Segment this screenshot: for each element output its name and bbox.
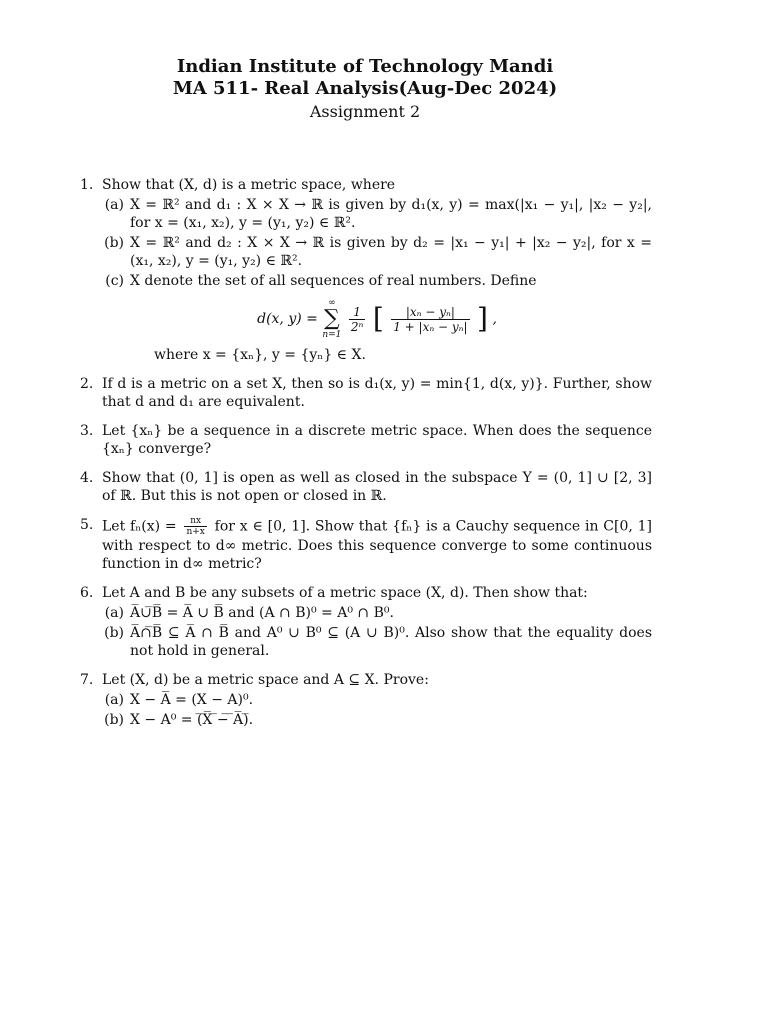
document-header xyxy=(0,56,730,124)
part-a xyxy=(102,691,652,709)
part-b xyxy=(102,624,652,660)
left-bracket: [ xyxy=(372,302,384,335)
where-clause: where x = {xₙ}, y = {yₙ} ∈ X. xyxy=(154,347,366,363)
question-body xyxy=(102,176,652,364)
question-4 xyxy=(80,469,652,505)
question-text: Let (X, d) be a metric space and A ⊆ X. Prove: xyxy=(102,672,429,688)
part-label: (b) xyxy=(104,625,124,641)
question-number: 7. xyxy=(80,672,94,688)
question-text: Show that (0, 1] is open as well as closed in the subspace Y = (0, 1] ∪ [2, 3] of ℝ. But this is not open or closed in ℝ. xyxy=(102,470,652,504)
part-label: (a) xyxy=(104,197,124,213)
part-label: (b) xyxy=(104,712,124,728)
part-label: (a) xyxy=(104,692,124,708)
part-text: X = ℝ² and d₁ : X × X → ℝ is given by d₁(x, y) = max(|x₁ − y₁|, |x₂ − y₂|, for x = (x₁, x₂), y = (y₁, y₂) ∈ ℝ². xyxy=(130,197,652,231)
question-body xyxy=(102,671,652,729)
question-number: 3. xyxy=(80,423,94,439)
fraction-denominator: 1 + |xₙ − yₙ| xyxy=(393,319,468,334)
part-text: X denote the set of all sequences of real numbers. Define xyxy=(130,273,537,289)
question-text: Let {xₙ} be a sequence in a discrete metric space. When does the sequence {xₙ} converge? xyxy=(102,423,652,457)
sum-lower: n=1 xyxy=(322,330,342,340)
question-number: 1. xyxy=(80,177,94,193)
question-number: 5. xyxy=(80,517,94,533)
question-6 xyxy=(80,584,652,660)
part-label: (a) xyxy=(104,605,124,621)
question-number: 6. xyxy=(80,585,94,601)
part-a xyxy=(102,196,652,232)
inline-fraction xyxy=(184,516,206,537)
question-text-after: for x ∈ [0, 1]. Show that {fₙ} is a Cauchy sequence in C[0, 1] with respect to d∞ metric. Does this sequence converge to some continuous function in d∞ metric? xyxy=(102,518,653,572)
fraction-denominator: n+x xyxy=(186,527,205,537)
assignment-title: Assignment 2 xyxy=(309,102,421,121)
part-text: X − A̅ = (X − A)⁰. xyxy=(130,692,254,708)
part-text: A̅∩̅B̅ ⊆ A̅ ∩ B̅ and A⁰ ∪ B⁰ ⊆ (A ∪ B)⁰. Also show that the equality does not hold in general. xyxy=(130,625,652,659)
question-number: 2. xyxy=(80,376,94,392)
part-b xyxy=(102,234,652,270)
fraction-two xyxy=(391,305,469,334)
question-number: 4. xyxy=(80,470,94,486)
question-text: If d is a metric on a set X, then so is d₁(x, y) = min{1, d(x, y)}. Further, show that d and d₁ are equivalent. xyxy=(102,376,652,410)
part-b xyxy=(102,711,652,729)
sum-upper: ∞ xyxy=(328,298,336,308)
part-text: X = ℝ² and d₂ : X × X → ℝ is given by d₂ = |x₁ − y₁| + |x₂ − y₂|, for x = (x₁, x₂), y = (y₁, y₂) ∈ ℝ². xyxy=(130,235,652,269)
part-label: (b) xyxy=(104,235,124,251)
question-5 xyxy=(80,516,652,573)
part-text: X − A⁰ = (̅X̅ ̅−̅ ̅A̅)̅. xyxy=(130,712,254,728)
formula-tail: , xyxy=(492,311,497,327)
formula-lhs: d(x, y) = xyxy=(257,311,318,327)
question-2 xyxy=(80,375,652,411)
fraction-numerator: |xₙ − yₙ| xyxy=(391,305,469,320)
fraction-numerator: 1 xyxy=(349,305,366,320)
sum-symbol: ∑ xyxy=(324,306,340,331)
institute-title: Indian Institute of Technology Mandi xyxy=(176,56,554,77)
question-text: Show that (X, d) is a metric space, where xyxy=(102,177,396,193)
question-list xyxy=(80,176,652,740)
part-a xyxy=(102,604,652,622)
question-1 xyxy=(80,176,652,364)
fraction-one xyxy=(349,305,366,334)
question-text: Let A and B be any subsets of a metric space (X, d). Then show that: xyxy=(102,585,588,601)
question-3 xyxy=(80,422,652,458)
fraction-numerator: nx xyxy=(184,516,206,527)
question-body xyxy=(102,584,652,660)
part-text: A̅∪̅B̅ = A̅ ∪ B̅ and (A ∩ B)⁰ = A⁰ ∩ B⁰. xyxy=(130,605,394,621)
fraction-denominator: 2ⁿ xyxy=(350,319,364,334)
part-label: (c) xyxy=(105,273,124,289)
part-c xyxy=(102,272,652,290)
right-bracket: ] xyxy=(477,302,488,335)
question-7 xyxy=(80,671,652,729)
question-text-before: Let fₙ(x) = xyxy=(102,518,177,535)
metric-formula xyxy=(102,298,652,340)
course-title: MA 511- Real Analysis(Aug-Dec 2024) xyxy=(172,78,558,99)
summation xyxy=(322,298,341,340)
question-body xyxy=(102,516,652,573)
